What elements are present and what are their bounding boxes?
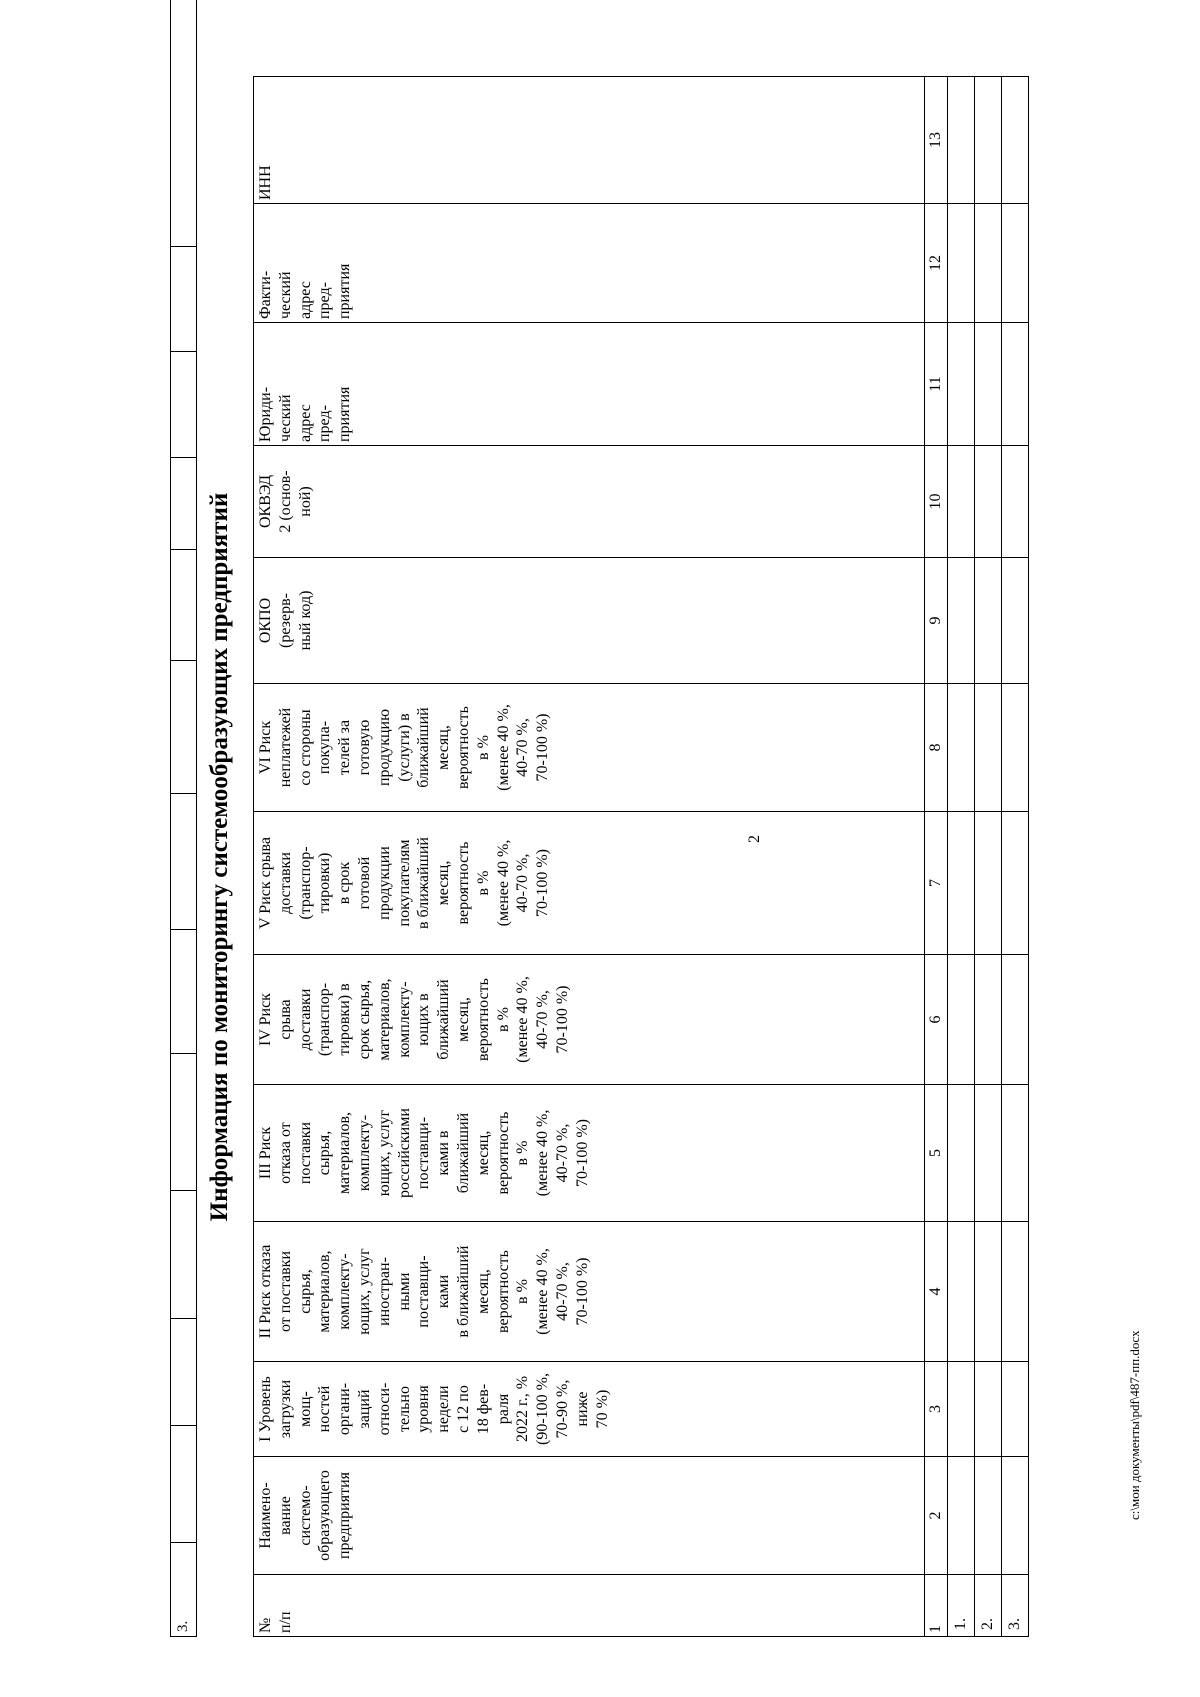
column-header-actual-address: Факти- ческий адрес пред- приятия [254,204,925,323]
remnant-cell [171,930,197,1054]
table-cell [948,1362,975,1457]
table-cell [1002,684,1029,812]
column-header-enterprise-name: Наимено- вание системо- образующего предприятия [254,1457,925,1575]
column-number: 5 [925,1085,948,1222]
page-number: 2 [746,835,763,843]
table-cell [1002,812,1029,955]
remnant-cell [171,0,197,247]
rotated-sheet [170,77,1024,1637]
column-number: 9 [925,558,948,684]
remnant-cell [171,661,197,794]
remnant-cell [171,458,197,550]
table-cell [975,446,1002,558]
column-header-legal-address: Юриди- ческий адрес пред- приятия [254,323,925,446]
table-cell [948,323,975,446]
table-cell [948,1457,975,1575]
table-cell [948,955,975,1085]
table-cell [948,558,975,684]
remnant-cell [171,247,197,352]
table-cell: 3. [1002,1575,1029,1637]
footer-file-path: c:\мои документы\pdf\487-пп.docx [1127,1330,1142,1520]
table-cell [975,955,1002,1085]
column-header-risk-foreign-suppliers: II Риск отказа от поставки сырья, материалов, комплекту- ющих, услуг иностран- ными поставщи- ками в ближайший месяц, вероятность в % (менее 40 %, 40-70 %, 70-100 %) [254,1222,925,1362]
table-cell [975,1362,1002,1457]
table-cell [1002,1362,1029,1457]
table-cell [948,684,975,812]
table-cell [1002,955,1029,1085]
column-header-okved: ОКВЭД 2 (основ- ной) [254,446,925,558]
table-cell [948,1222,975,1362]
table-cell [975,77,1002,204]
table-row [975,77,1002,1637]
remnant-cell [171,1054,197,1191]
monitoring-table [253,76,1029,1637]
table-cell [975,204,1002,323]
table-cell [975,812,1002,955]
column-header-inn: ИНН [254,77,925,204]
table-cell [1002,558,1029,684]
table-cell [1002,77,1029,204]
remnant-cell [171,1191,197,1319]
column-header-risk-russian-suppliers: III Риск отказа от поставки сырья, материалов, комплекту- ющих, услуг российскими поставщи- ками в ближайший месяц, вероятность в % (менее 40 %, 40-70 %, 70-100 %) [254,1085,925,1222]
table-cell [1002,204,1029,323]
remnant-cell [171,1319,197,1426]
table-cell [975,1222,1002,1362]
table-cell [1002,1222,1029,1362]
column-number: 8 [925,684,948,812]
column-number: 3 [925,1362,948,1457]
remnant-cell [171,550,197,661]
table-cell: 1. [948,1575,975,1637]
column-header-capacity-load: I Уровень загрузки мощ- ностей органи- заций относи- тельно уровня недели с 12 по 18 фев- раля 2022 г., % (90-100 %, 70-90 %, ниже 70 %) [254,1362,925,1457]
column-header-okpo: ОКПО (резерв- ный код) [254,558,925,684]
table-cell [1002,1085,1029,1222]
column-number: 12 [925,204,948,323]
table-cell [975,558,1002,684]
document-title: Информация по мониторингу системообразующих предприятий [206,492,233,1222]
remnant-cell [171,794,197,930]
column-number: 10 [925,446,948,558]
table-cell [975,1085,1002,1222]
column-number: 13 [925,77,948,204]
table-cell [948,812,975,955]
table-header-row [254,77,925,1637]
remnant-row [171,0,197,1637]
previous-page-table-remnant [170,0,197,1637]
table-cell [1002,446,1029,558]
column-number: 7 [925,812,948,955]
remnant-cell: 3. [171,1543,197,1637]
table-cell [975,1457,1002,1575]
table-cell [948,1085,975,1222]
table-cell [975,684,1002,812]
column-header-risk-inbound-delivery: IV Риск срыва доставки (транспор- тировки) в срок сырья, материалов, комплекту- ющих в ближайший месяц, вероятность в % (менее 40 %, 40-70 %, 70-100 %) [254,955,925,1085]
column-number: 1 [925,1575,948,1637]
remnant-cell [171,352,197,458]
column-header-risk-outbound-delivery: V Риск срыва доставки (транспор- тировки) в срок готовой продукции покупателям в ближайший месяц, вероятность в % (менее 40 %, 40-70 %, 70-100 %) [254,812,925,955]
table-cell [1002,1457,1029,1575]
column-number: 2 [925,1457,948,1575]
table-cell [948,77,975,204]
table-row [948,77,975,1637]
table-cell [948,446,975,558]
table-cell [975,323,1002,446]
table-cell: 2. [975,1575,1002,1637]
column-header-number: № п/п [254,1575,925,1637]
table-row [1002,77,1029,1637]
table-cell [948,204,975,323]
table-cell [1002,323,1029,446]
remnant-cell [171,1426,197,1543]
column-header-risk-nonpayment: VI Риск неплатежей со стороны покупа- телей за готовую продукцию (услуги) в ближайший месяц, вероятность в % (менее 40 %, 40-70 %, 70-100 %) [254,684,925,812]
column-number: 6 [925,955,948,1085]
column-number: 4 [925,1222,948,1362]
column-number-row [925,77,948,1637]
column-number: 11 [925,323,948,446]
